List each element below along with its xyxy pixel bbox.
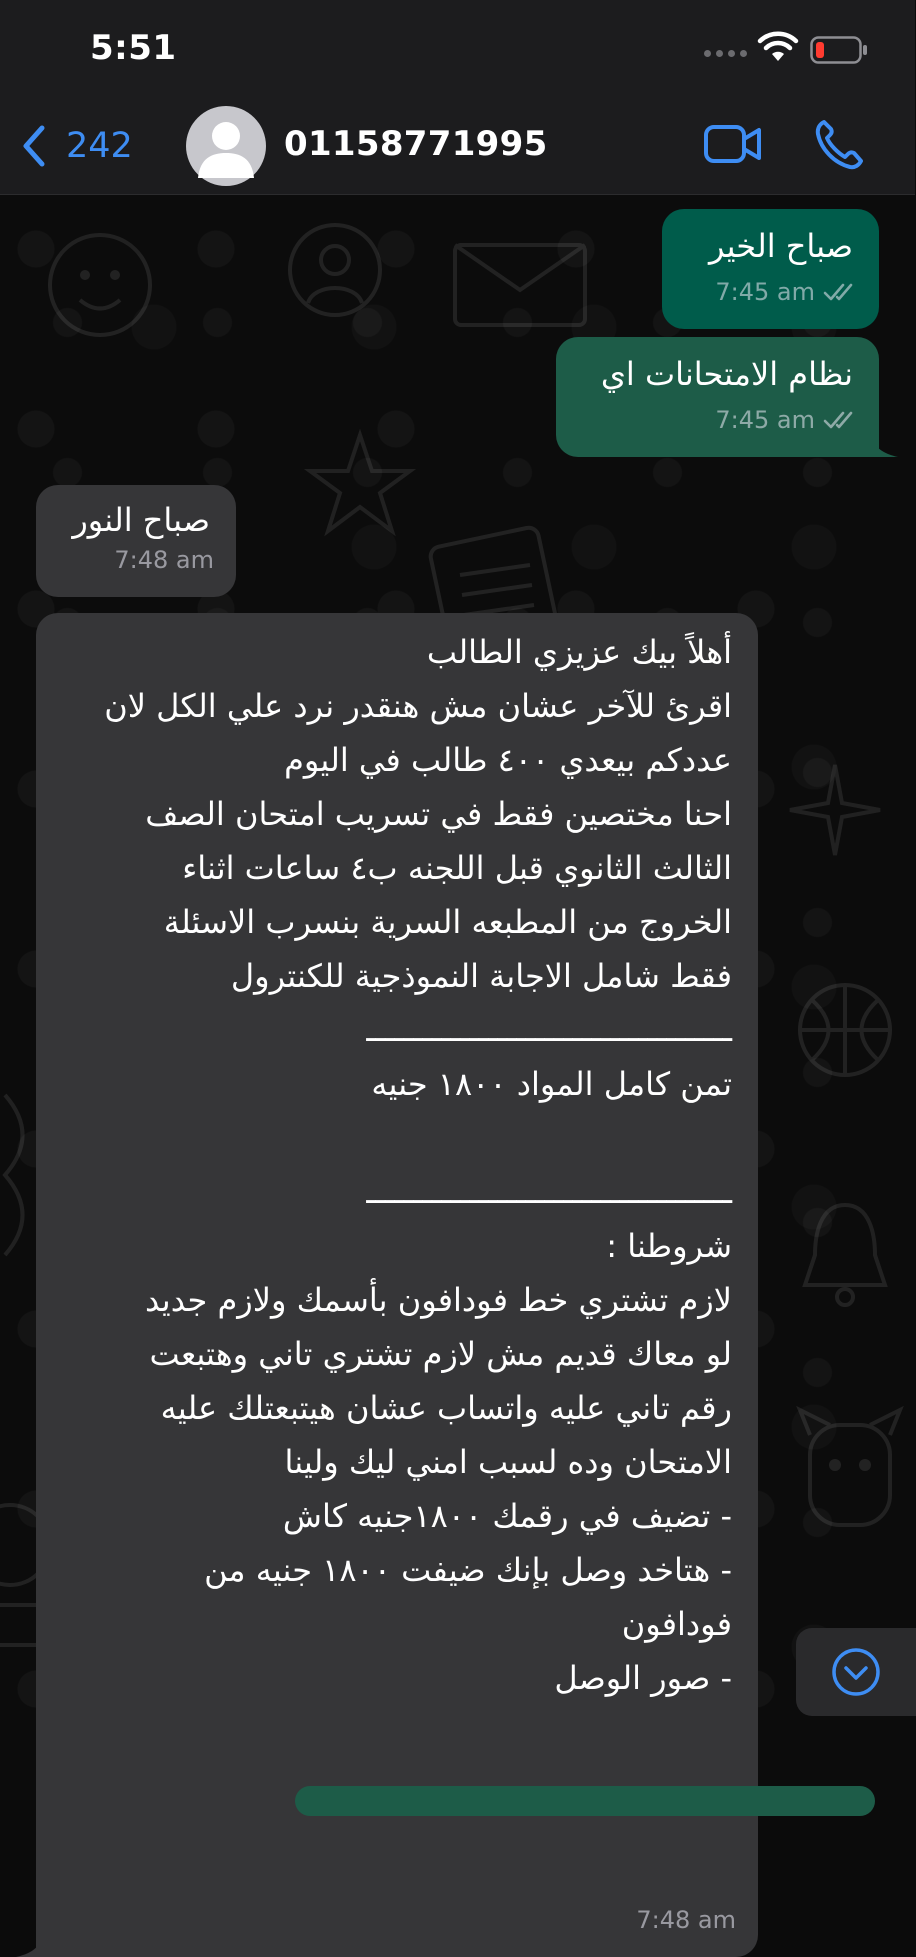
message-text: نظام الامتحانات اي: [600, 355, 853, 393]
message-line: ـــــــــــــــــــــــــــــــــــــــ: [366, 1173, 732, 1211]
message-line: اقرئ للآخر عشان مش هنقدر نرد علي الكل لان: [104, 687, 732, 725]
message-line: - هتاخد وصل بإنك ضيفت ١٨٠٠ جنيه من: [204, 1551, 732, 1589]
wifi-icon: [758, 34, 798, 64]
person-icon: [186, 106, 266, 186]
chevron-down-circle-icon: [830, 1646, 882, 1698]
wallpaper-doodle-icon: [280, 215, 390, 325]
status-bar: [0, 0, 915, 100]
contact-name[interactable]: 01158771995: [284, 124, 548, 164]
message-line: لازم تشتري خط فودافون بأسمك ولازم جديد: [145, 1281, 732, 1319]
message-line: - صور الوصل: [554, 1659, 732, 1697]
message-body: [36, 613, 758, 1705]
message-text: صباح النور: [72, 501, 210, 539]
message-line: أهلاً بيك عزيزي الطالب: [426, 633, 732, 671]
message-line: الثالث الثانوي قبل اللجنه ب٤ ساعات اثناء: [182, 849, 732, 887]
message-bubble-incoming[interactable]: [36, 613, 758, 1957]
message-bubble-outgoing[interactable]: [556, 337, 879, 457]
wallpaper-doodle-icon: [780, 755, 890, 865]
avatar[interactable]: [186, 106, 266, 186]
wallpaper-doodle-icon: [300, 425, 420, 545]
status-time: 5:51: [90, 28, 177, 68]
message-line: عددكم بيعدي ٤٠٠ طالب في اليوم: [284, 741, 732, 779]
message-time: 7:48 am: [114, 546, 214, 574]
double-check-icon: [823, 410, 857, 430]
wallpaper-doodle-icon: [790, 975, 900, 1085]
bubble-tail: [870, 431, 900, 457]
bubble-tail: [14, 1931, 44, 1957]
phone-icon: [814, 117, 864, 171]
wallpaper-doodle-icon: [40, 225, 160, 345]
message-meta: [715, 265, 857, 319]
chat-header: [0, 100, 915, 195]
message-meta: [715, 393, 857, 447]
chevron-left-icon: [22, 125, 46, 167]
message-line: [36, 1111, 758, 1165]
message-bubble-outgoing[interactable]: [662, 209, 879, 329]
video-camera-icon: [703, 120, 763, 168]
message-line: فودافون: [621, 1605, 732, 1643]
message-bubble-outgoing-partial[interactable]: [295, 1786, 875, 1816]
battery-low-icon: [810, 36, 868, 64]
wallpaper-doodle-icon: [450, 235, 590, 335]
message-text: صباح الخير: [708, 227, 853, 265]
message-bubble-incoming[interactable]: [36, 485, 236, 597]
message-line: رقم تاني عليه واتساب عشان هيتبعتلك عليه: [160, 1389, 732, 1427]
video-call-button[interactable]: [703, 120, 763, 172]
message-line: الامتحان وده لسبب امني ليك ولينا: [284, 1443, 732, 1481]
message-line: احنا مختصين فقط في تسريب امتحان الصف: [145, 795, 732, 833]
cellular-signal-icon: [704, 50, 747, 57]
message-line: ـــــــــــــــــــــــــــــــــــــــ: [366, 1011, 732, 1049]
wallpaper-doodle-icon: [790, 1195, 900, 1315]
message-line: شروطنا :: [606, 1227, 732, 1265]
voice-call-button[interactable]: [814, 117, 864, 175]
message-meta: [636, 1893, 736, 1947]
scroll-to-bottom-button[interactable]: [796, 1628, 916, 1716]
back-button[interactable]: [22, 118, 133, 174]
message-line: لو معاك قديم مش لازم تشتري تاني وهتبعت: [149, 1335, 732, 1373]
message-line: - تضيف في رقمك ١٨٠٠جنيه كاش: [282, 1497, 732, 1535]
message-meta: [114, 533, 214, 587]
message-time: 7:48 am: [636, 1906, 736, 1934]
double-check-icon: [823, 282, 857, 302]
wallpaper-doodle-icon: [790, 1395, 910, 1535]
message-time: 7:45 am: [715, 278, 815, 306]
message-line: الخروج من المطبعه السرية بنسرب الاسئلة: [163, 903, 732, 941]
message-time: 7:45 am: [715, 406, 815, 434]
chat-area[interactable]: [0, 195, 915, 1934]
message-line: تمن كامل المواد ١٨٠٠ جنيه: [371, 1065, 732, 1103]
unread-count: 242: [66, 126, 133, 166]
message-line: فقط شامل الاجابة النموذجية للكنترول: [230, 957, 732, 995]
